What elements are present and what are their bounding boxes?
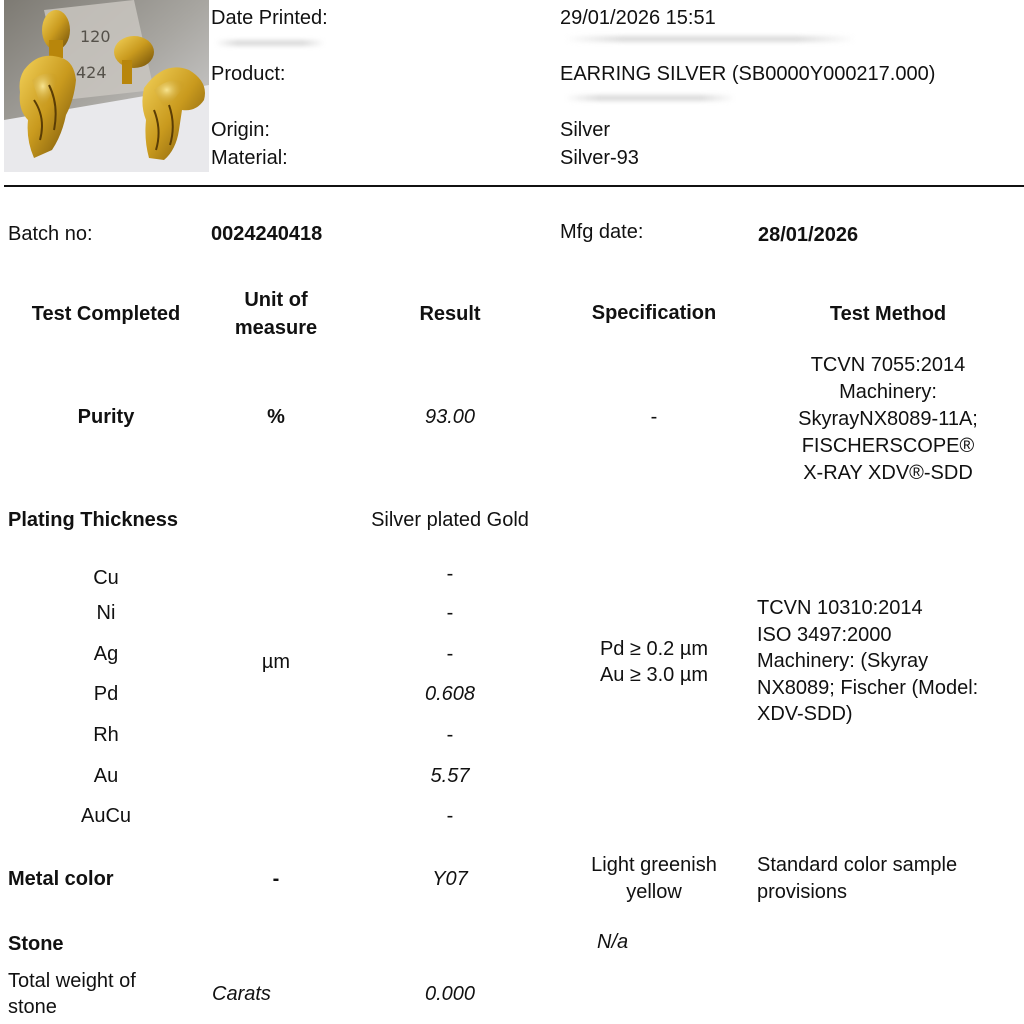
element-pd: Pd [93, 683, 119, 705]
plating-method-line: NX8089; Fischer (Model: [757, 676, 979, 699]
mfg-date-label: Mfg date: [560, 221, 644, 243]
total-weight-label-line: stone [8, 996, 57, 1018]
plating-method-line: ISO 3497:2000 [757, 623, 892, 646]
origin-label: Origin: [211, 119, 270, 141]
metal-color-label: Metal color [8, 868, 114, 890]
header-specification: Specification [591, 302, 717, 324]
batch-label: Batch no: [8, 223, 93, 245]
metal-color-unit: - [272, 868, 280, 890]
total-weight-label-line: Total weight of [8, 970, 136, 992]
element-au-value: 5.57 [430, 765, 470, 787]
scan-smudge [215, 40, 325, 46]
element-aucu-value: - [446, 805, 454, 827]
element-cu: Cu [93, 567, 119, 589]
plating-method-line: Machinery: (Skyray [757, 650, 929, 672]
plating-method-line: XDV-SDD) [757, 703, 853, 725]
purity-label: Purity [77, 406, 135, 428]
header-unit-line2: measure [234, 317, 318, 339]
total-weight-label [8, 968, 204, 1020]
purity-spec: - [650, 406, 658, 428]
date-printed-value: 29/01/2026 15:51 [560, 7, 716, 29]
header-test-completed: Test Completed [31, 303, 181, 325]
tag-number-2: 424 [76, 63, 107, 82]
total-weight-result: 0.000 [424, 983, 476, 1005]
purity-result: 93.00 [424, 406, 476, 428]
product-value: EARRING SILVER (SB0000Y000217.000) [560, 63, 936, 85]
plating-spec-line: Au ≥ 3.0 µm [599, 664, 709, 686]
purity-method [756, 352, 1020, 487]
mfg-date-value: 28/01/2026 [758, 224, 859, 246]
scan-smudge [565, 36, 855, 42]
plating-spec [556, 636, 752, 688]
purity-method-line: FISCHERSCOPE® [801, 435, 975, 457]
earring-photo-illustration [4, 0, 209, 172]
material-value: Silver-93 [560, 147, 639, 169]
plating-thickness-label: Plating Thickness [8, 509, 179, 531]
element-rh: Rh [93, 724, 119, 746]
scan-smudge [565, 95, 735, 101]
batch-value: 0024240418 [211, 223, 323, 245]
element-pd-value: 0.608 [424, 683, 476, 705]
metal-color-method-line: Standard color sample [757, 854, 958, 876]
purity-method-line: TCVN 7055:2014 [810, 354, 966, 376]
plating-unit: µm [261, 651, 291, 673]
purity-method-line: X-RAY XDV®-SDD [803, 462, 973, 484]
material-label: Material: [211, 147, 288, 169]
purity-method-line: Machinery: [839, 381, 937, 403]
element-aucu: AuCu [80, 805, 132, 827]
stone-label: Stone [8, 933, 64, 955]
header-divider [4, 185, 1024, 187]
element-rh-value: - [446, 724, 454, 746]
origin-value: Silver [560, 119, 611, 141]
element-au: Au [93, 765, 119, 787]
total-weight-unit: Carats [212, 983, 271, 1005]
element-ni-value: - [446, 602, 454, 624]
stone-spec: N/a [597, 931, 629, 953]
header-test-method: Test Method [829, 303, 947, 325]
element-ag: Ag [93, 643, 119, 665]
tag-number-1: 120 [80, 27, 111, 46]
metal-color-method [757, 852, 1021, 906]
element-ag-value: - [446, 643, 454, 665]
plating-method [757, 595, 1021, 728]
element-cu-value: - [446, 563, 454, 585]
plating-result-header: Silver plated Gold [371, 509, 529, 531]
metal-color-spec [556, 852, 752, 906]
purity-method-line: SkyrayNX8089-11A; [798, 408, 978, 430]
metal-color-spec-line: Light greenish [591, 854, 717, 876]
metal-color-spec-line: yellow [626, 881, 682, 903]
product-label: Product: [211, 63, 286, 85]
product-photo [4, 0, 209, 172]
metal-color-result: Y07 [432, 868, 468, 890]
header-unit-line1: Unit of [244, 289, 308, 311]
purity-unit: % [267, 406, 285, 428]
plating-method-line: TCVN 10310:2014 [757, 597, 923, 619]
plating-spec-line: Pd ≥ 0.2 µm [599, 638, 709, 660]
metal-color-method-line: provisions [757, 881, 848, 903]
date-printed-label: Date Printed: [211, 7, 328, 29]
header-result: Result [419, 303, 481, 325]
element-ni: Ni [96, 602, 116, 624]
